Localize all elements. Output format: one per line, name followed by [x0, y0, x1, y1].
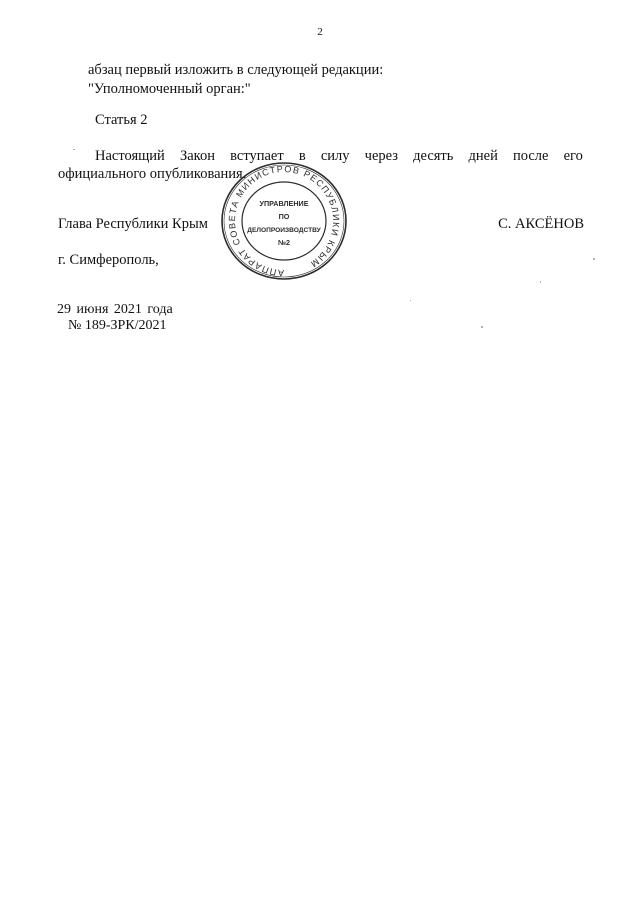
signing-date: 29 июня 2021 года: [57, 302, 173, 317]
article-body-word: Настоящий: [95, 148, 165, 164]
scan-speck: [73, 149, 75, 150]
place-of-signing: г. Симферополь,: [58, 252, 159, 268]
scan-speck: [410, 300, 411, 301]
official-seal-stamp: [219, 160, 349, 282]
stamp-center-line1: УПРАВЛЕНИЕ: [259, 199, 309, 208]
article-body-line2: официального опубликования.: [58, 166, 247, 182]
article-heading: Статья 2: [95, 112, 148, 128]
amendment-instruction: абзац первый изложить в следующей редакции:: [88, 62, 384, 78]
stamp-ring-text: АППАРАТ СОВЕТА МИНИСТРОВ РЕСПУБЛИКИ КРЫМ: [226, 163, 342, 279]
article-body-word: через: [364, 148, 398, 164]
article-body-word: после: [513, 148, 549, 164]
signer-title: Глава Республики Крым: [58, 216, 208, 232]
scan-speck: [481, 326, 483, 328]
page-number: 2: [317, 26, 323, 38]
registration-number: № 189-ЗРК/2021: [68, 318, 167, 333]
article-body-word: его: [563, 148, 583, 164]
article-body-word: в: [298, 148, 306, 164]
article-body-word: силу: [320, 148, 350, 164]
stamp-center-line3: ДЕЛОПРОИЗВОДСТВУ: [247, 227, 321, 234]
scan-speck: [593, 258, 595, 260]
amendment-quote: "Уполномоченный орган:": [88, 81, 251, 97]
article-body-word: вступает: [230, 148, 284, 164]
signer-name: С. АКСЁНОВ: [498, 216, 584, 232]
stamp-center-line4: №2: [277, 238, 291, 247]
article-body-word: Закон: [179, 148, 215, 164]
article-body-word: десять: [413, 148, 454, 164]
scan-speck: [540, 281, 541, 283]
stamp-center-line2: ПО: [278, 212, 290, 221]
article-body-word: дней: [468, 148, 498, 164]
